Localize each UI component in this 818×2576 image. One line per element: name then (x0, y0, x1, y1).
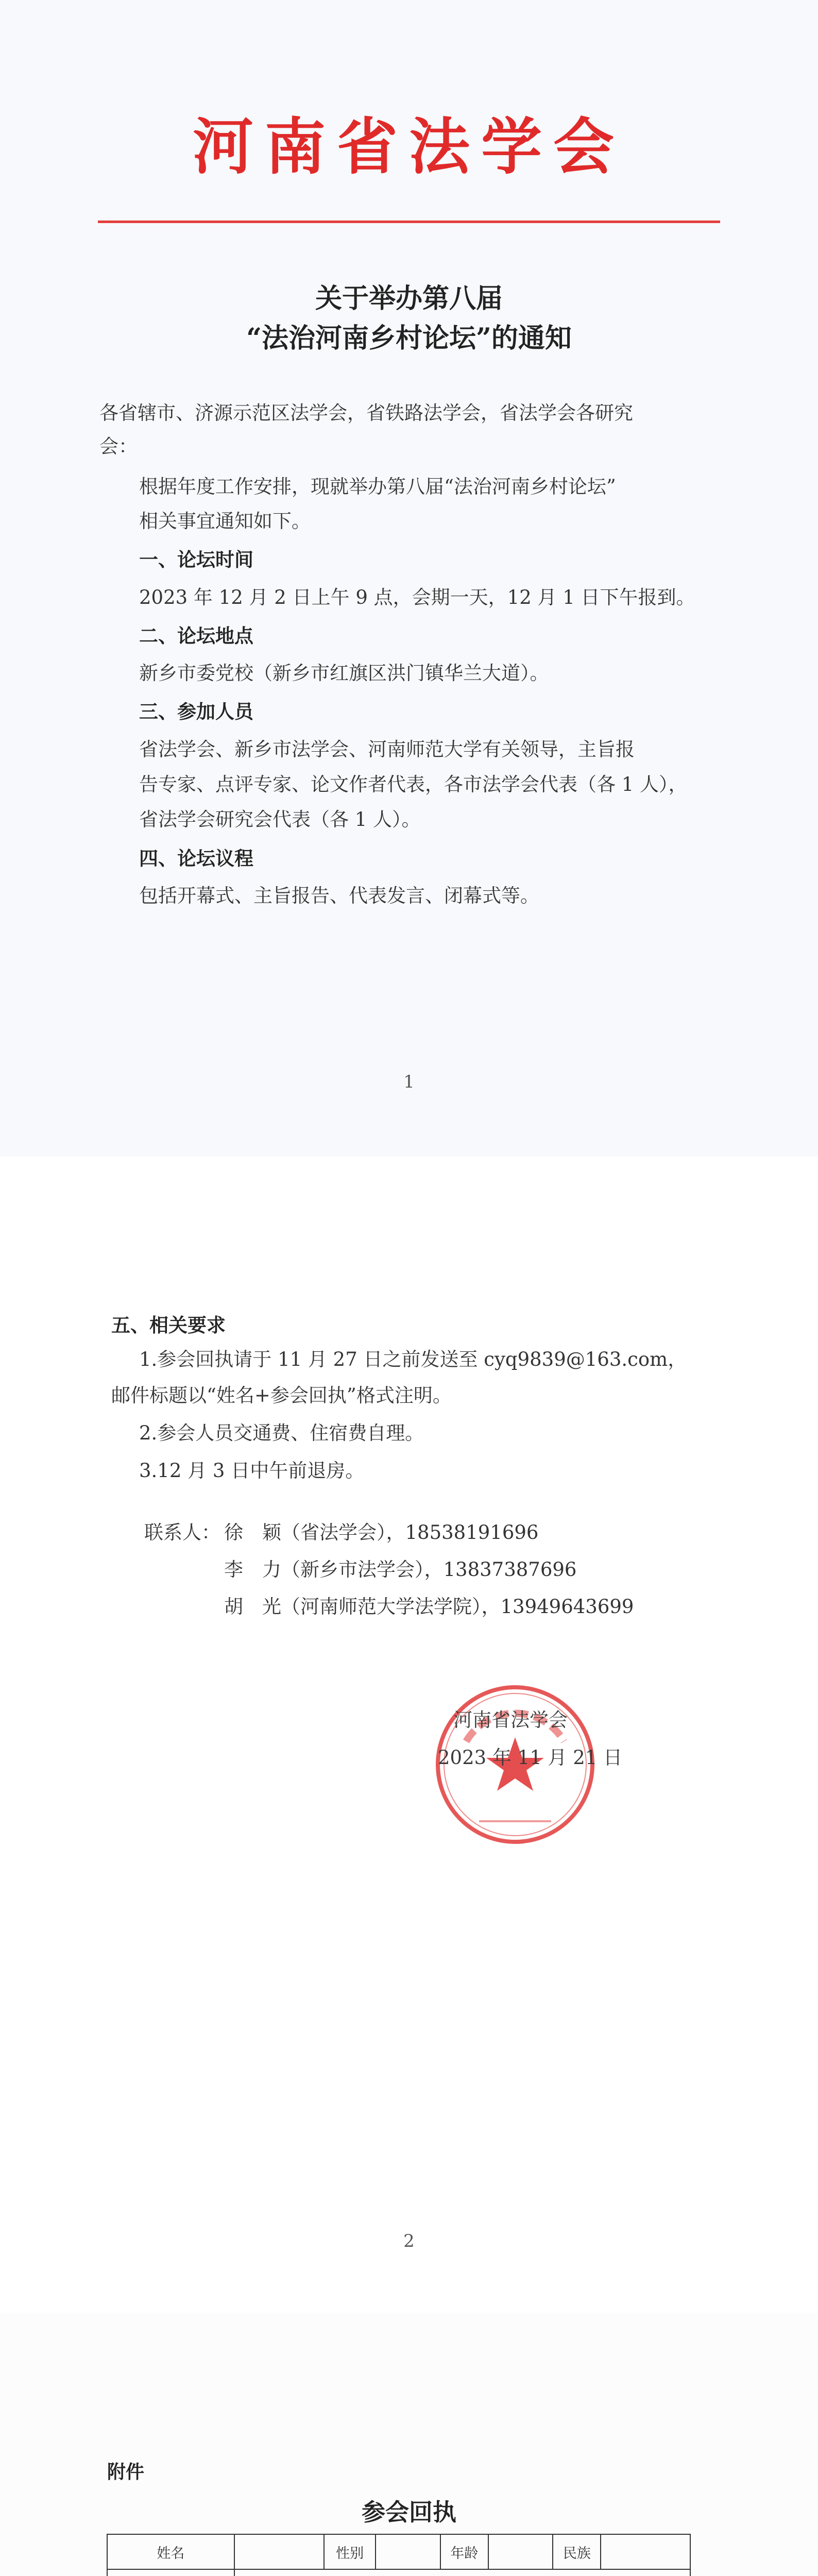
section2-heading: 二、论坛地点 (139, 625, 253, 647)
requirement3: 3.12 月 3 日中午前退房。 (139, 1460, 365, 1482)
gender-label-cell: 性别 (324, 2534, 376, 2569)
reply-form-table (107, 2534, 691, 2576)
doc-title-line1: 关于举办第八届 (315, 283, 503, 314)
signature-date: 2023 年 11 月 21 日 (438, 1747, 623, 1769)
requirement1-line2: 邮件标题以“姓名+参会回执”格式注明。 (111, 1384, 452, 1406)
red-header-rule (98, 221, 720, 223)
page-number-1: 1 (403, 1072, 415, 1092)
salutation-line2: 会： (99, 435, 138, 457)
contact-2: 李 力（新乡市法学会），13837387696 (224, 1558, 577, 1581)
form-title: 参会回执 (362, 2498, 456, 2526)
contact-label: 联系人： (144, 1521, 220, 1544)
intro-line2: 相关事宜通知如下。 (139, 510, 311, 532)
attachment-label: 附件 (107, 2462, 145, 2483)
section3-line2: 告专家、点评专家、论文作者代表，各市法学会代表（各 1 人）， (139, 773, 688, 795)
section3-line3: 省法学会研究会代表（各 1 人）。 (139, 808, 421, 831)
section4-text: 包括开幕式、主旨报告、代表发言、闭幕式等。 (139, 885, 539, 907)
age-value-cell[interactable] (488, 2534, 553, 2569)
name-label-cell: 姓名 (107, 2534, 234, 2569)
contact-1: 徐 颖（省法学会），18538191696 (224, 1521, 539, 1544)
section3-line1: 省法学会、新乡市法学会、河南师范大学有关领导，主旨报 (139, 738, 635, 760)
signature-org: 河南省法学会 (453, 1709, 568, 1731)
section1-heading: 一、论坛时间 (139, 549, 253, 571)
section4-heading: 四、论坛议程 (139, 848, 253, 870)
ethnicity-value-cell[interactable] (601, 2534, 690, 2569)
contact-3: 胡 光（河南师范大学法学院），13949643699 (224, 1596, 634, 1618)
requirement2: 2.参会人员交通费、住宿费自理。 (139, 1422, 424, 1444)
doc-title-line2: “法治河南乡村论坛”的通知 (246, 323, 572, 354)
gender-value-cell[interactable] (376, 2534, 440, 2569)
table-row (107, 2569, 690, 2576)
intro-line1: 根据年度工作安排，现就举办第八届“法治河南乡村论坛” (139, 476, 616, 498)
section5-heading: 五、相关要求 (111, 1314, 226, 1336)
row-value-cell[interactable] (234, 2569, 690, 2576)
section2-text: 新乡市委党校（新乡市红旗区洪门镇华兰大道）。 (139, 662, 549, 684)
salutation-line1: 各省辖市、济源示范区法学会，省铁路法学会，省法学会各研究 (99, 402, 633, 424)
org-header: 河南省法学会 (192, 111, 625, 182)
ethnicity-label-cell: 民族 (553, 2534, 601, 2569)
requirement1-line1: 1.参会回执请于 11 月 27 日之前发送至 cyq9839@163.com， (139, 1348, 687, 1370)
page-number-2: 2 (403, 2231, 415, 2251)
row-label-cell (107, 2569, 234, 2576)
name-value-cell[interactable] (234, 2534, 325, 2569)
section1-text: 2023 年 12 月 2 日上午 9 点，会期一天，12 月 1 日下午报到。 (139, 586, 695, 608)
table-row (107, 2534, 690, 2569)
age-label-cell: 年龄 (440, 2534, 488, 2569)
section3-heading: 三、参加人员 (139, 701, 253, 723)
